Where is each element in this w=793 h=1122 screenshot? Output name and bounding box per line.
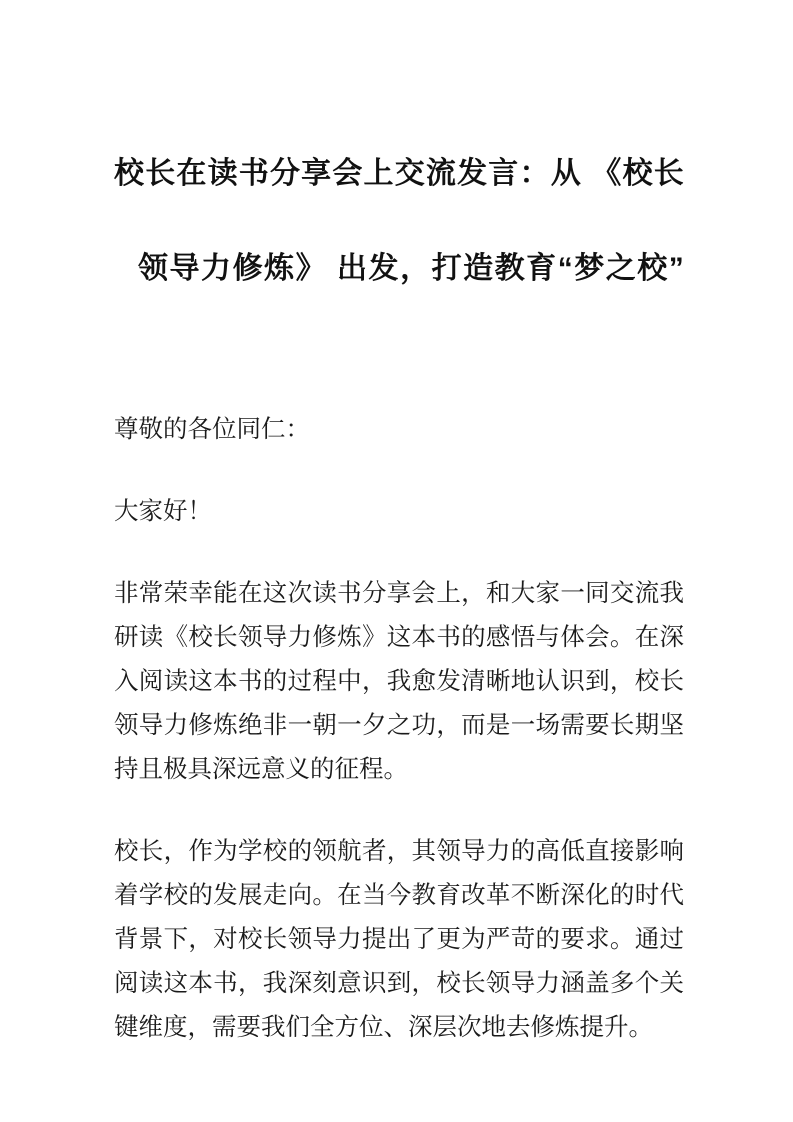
- salutation: 尊敬的各位同仁：: [114, 416, 310, 443]
- document-body: [114, 408, 684, 1050]
- body-paragraph-2: 校长，作为学校的领航者，其领导力的高低直接影响着学校的发展走向。在当今教育改革不断深化的时代背景下，对校长领导力提出了更为严苛的要求。通过阅读这本书，我深刻意识到，校长领导力涵盖多个关键维度，需要我们全方位、深层次地去修炼提升。: [114, 838, 684, 1041]
- page-title-line-2: 领导力修炼》 出发，打造教育“梦之校”: [138, 252, 684, 285]
- body-paragraph-1: 非常荣幸能在这次读书分享会上，和大家一同交流我研读《校长领导力修炼》这本书的感悟与体会。在深入阅读这本书的过程中，我愈发清晰地认识到，校长领导力修炼绝非一朝一夕之功，而是一场需要长期坚持且极具深远意义的征程。: [114, 580, 684, 783]
- page-title-line-1: 校长在读书分享会上交流发言：从 《校长: [114, 157, 684, 190]
- greeting: 大家好！: [114, 498, 212, 525]
- page-title: [114, 0, 684, 316]
- document-content: [114, 0, 684, 1050]
